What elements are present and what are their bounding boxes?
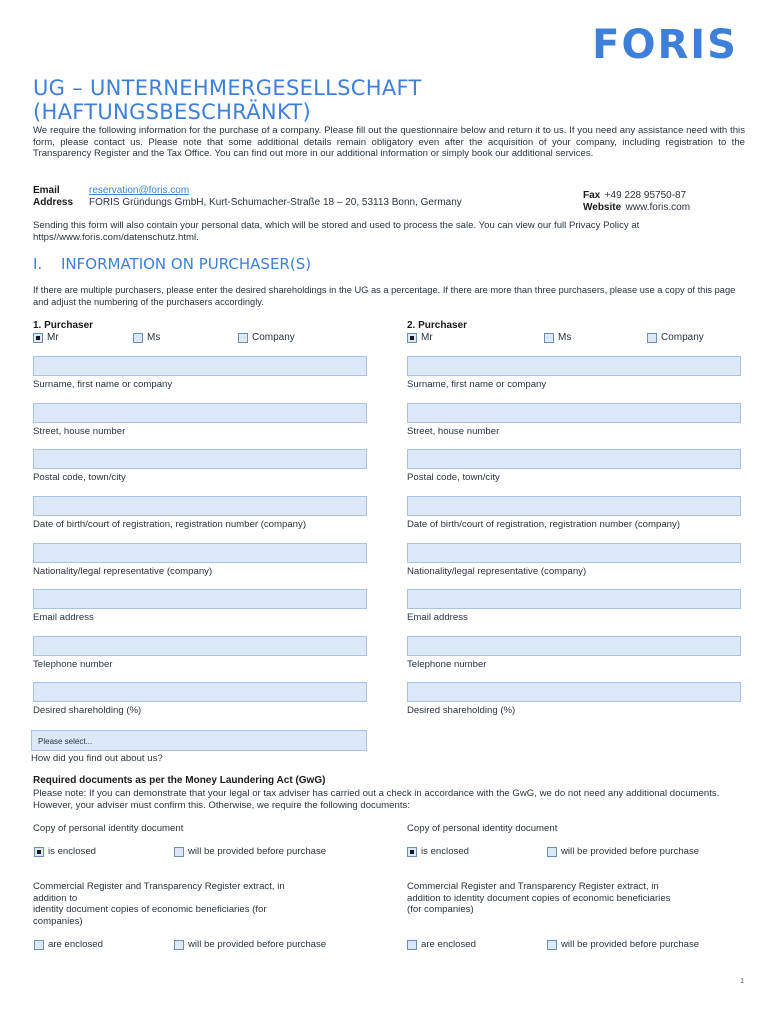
field-label: Postal code, town/city [33, 472, 126, 483]
checkbox[interactable] [544, 333, 554, 343]
purchaser-1-field-group [33, 356, 367, 391]
option-label: will be provided before purchase [561, 939, 700, 950]
register-label-left [33, 881, 353, 927]
purchaser-2-field-group [407, 589, 741, 624]
fax-label: Fax [583, 190, 601, 201]
field-label: Telephone number [407, 659, 487, 670]
purchaser-1-company-option[interactable] [238, 332, 295, 343]
p1-id-provided-option[interactable] [174, 846, 326, 857]
p1-dob-input[interactable] [33, 496, 367, 516]
text-line: addition to identity document copies of economic beneficiaries [407, 892, 671, 904]
p1-street-input[interactable] [33, 403, 367, 423]
checkbox[interactable] [133, 333, 143, 343]
field-label: Date of birth/court of registration, registration number (company) [33, 519, 307, 530]
field-label: Desired shareholding (%) [407, 705, 516, 716]
purchaser-1-field-group [33, 543, 367, 578]
field-label: Nationality/legal representative (company) [33, 566, 213, 577]
purchaser-2-salutation [407, 332, 747, 346]
field-label: Surname, first name or company [407, 379, 547, 390]
purchaser-2-field-group [407, 682, 741, 717]
purchaser-2-field-group [407, 543, 741, 578]
purchaser-2-mr-option[interactable] [407, 332, 433, 343]
purchaser-1-field-group [33, 589, 367, 624]
p1-postal-input[interactable] [33, 449, 367, 469]
field-label: Street, house number [407, 426, 500, 437]
company-label: Company [252, 332, 295, 343]
address-label: Address [33, 197, 74, 208]
field-label: Desired shareholding (%) [33, 705, 142, 716]
checkbox[interactable] [238, 333, 248, 343]
section-heading [33, 255, 311, 273]
purchaser-1-field-group [33, 636, 367, 671]
p1-nationality-input[interactable] [33, 543, 367, 563]
field-label: Telephone number [33, 659, 113, 670]
required-docs-title: Required documents as per the Money Laundering Act (GwG) [33, 775, 326, 786]
website-line [583, 197, 690, 215]
p2-street-input[interactable] [407, 403, 741, 423]
purchaser-2-field-group [407, 403, 741, 438]
purchaser-1-field-group [33, 403, 367, 438]
purchaser-2-company-option[interactable] [647, 332, 704, 343]
mr-label: Mr [47, 332, 59, 343]
register-label-right [407, 881, 747, 916]
option-label: will be provided before purchase [561, 846, 700, 857]
source-label: How did you find out about us? [31, 753, 163, 764]
purchaser-1-ms-option[interactable] [133, 332, 160, 343]
checkbox[interactable] [407, 940, 417, 950]
field-label: Nationality/legal representative (company) [407, 566, 587, 577]
purchaser-1-heading: 1. Purchaser [33, 320, 94, 331]
purchaser-1-field-group [33, 682, 367, 717]
text-line: identity document copies of economic beneficiaries (for [33, 904, 267, 916]
company-label: Company [661, 332, 704, 343]
email-label: Email [33, 185, 60, 196]
title-line-2: (HAFTUNGSBESCHRÄNKT) [33, 100, 312, 124]
purchaser-1-salutation [33, 332, 373, 346]
field-label: Email address [407, 612, 468, 623]
purchaser-2-field-group [407, 449, 741, 484]
option-label: will be provided before purchase [188, 846, 327, 857]
text-line: Commercial Register and Transparency Register extract, in [33, 881, 285, 892]
checkbox[interactable] [34, 940, 44, 950]
section-note: If there are multiple purchasers, please enter the desired shareholdings in the UG as a percentage. If there are more than three purchasers, please use a copy of this page and adjust the numbering of the purchasers accordingly. [33, 285, 736, 307]
purchaser-1-field-group [33, 449, 367, 484]
id-doc-label-right: Copy of personal identity document [407, 823, 558, 834]
required-docs-note: Please note: If you can demonstrate that your legal or tax adviser has carried out a check in accordance with the GwG, we do not need any additional documents. However, your adviser must confirm this. Otherwise, we require the following documents: [33, 788, 720, 811]
option-label: are enclosed [48, 939, 103, 950]
website-value: www.foris.com [625, 202, 691, 213]
text-line: (for companies) [407, 904, 474, 916]
p1-shareholding-input[interactable] [33, 682, 367, 702]
option-label: is enclosed [48, 846, 96, 857]
ms-label: Ms [558, 332, 572, 343]
checkbox-checked[interactable] [407, 333, 417, 343]
purchaser-2-ms-option[interactable] [544, 332, 571, 343]
p1-email-input[interactable] [33, 589, 367, 609]
p2-email-input[interactable] [407, 589, 741, 609]
p2-register-provided-option[interactable] [547, 939, 699, 950]
purchaser-2-field-group [407, 636, 741, 671]
field-label: Surname, first name or company [33, 379, 173, 390]
checkbox-checked[interactable] [34, 847, 44, 857]
source-select[interactable]: Please select... [31, 730, 367, 751]
address-value: FORIS Gründungs GmbH, Kurt-Schumacher-Straße 18 – 20, 53113 Bonn, Germany [89, 197, 462, 208]
intro-text: We require the following information for the purchase of a company. Please fill out the questionnaire below and return it to us. If you need any assistance need with this form, please contact us. Please note that some additional details remain obligatory even after the acquisition of your company, including registration to the Transparency Register and the Tax Office. You can find out more in our additional information or simply book our additional services. [33, 125, 745, 160]
checkbox[interactable] [174, 940, 184, 950]
p2-name-input[interactable] [407, 356, 741, 376]
purchaser-1-mr-option[interactable] [33, 332, 59, 343]
p2-id-enclosed-option[interactable] [407, 846, 469, 857]
p2-dob-input[interactable] [407, 496, 741, 516]
text-line: companies) [33, 915, 83, 927]
p2-shareholding-input[interactable] [407, 682, 741, 702]
p2-postal-input[interactable] [407, 449, 741, 469]
purchaser-2-column [407, 320, 747, 716]
field-label: Street, house number [33, 426, 126, 437]
section-number: I. [33, 255, 43, 273]
purchaser-1-column [33, 320, 373, 716]
email-link[interactable]: reservation@foris.com [89, 185, 190, 196]
p1-id-enclosed-option[interactable] [34, 846, 96, 857]
p2-register-enclosed-option[interactable] [407, 939, 476, 950]
id-doc-label-left: Copy of personal identity document [33, 823, 184, 834]
option-label: are enclosed [421, 939, 476, 950]
checkbox[interactable] [647, 333, 657, 343]
foris-logo: FORIS [592, 22, 738, 68]
p1-telephone-input[interactable] [33, 636, 367, 656]
checkbox-checked[interactable] [33, 333, 43, 343]
fax-value: +49 228 95750-87 [604, 190, 687, 201]
purchaser-1-field-group [33, 496, 367, 531]
checkbox[interactable] [547, 940, 557, 950]
website-label: Website [583, 202, 622, 213]
option-label: will be provided before purchase [188, 939, 327, 950]
mr-label: Mr [421, 332, 433, 343]
field-label: Email address [33, 612, 94, 623]
p1-name-input[interactable] [33, 356, 367, 376]
ms-label: Ms [147, 332, 161, 343]
p2-id-provided-option[interactable] [547, 846, 699, 857]
p2-nationality-input[interactable] [407, 543, 741, 563]
checkbox[interactable] [547, 847, 557, 857]
page-title [33, 76, 422, 124]
purchaser-2-heading: 2. Purchaser [407, 320, 468, 331]
field-label: Date of birth/court of registration, registration number (company) [407, 519, 681, 530]
checkbox-checked[interactable] [407, 847, 417, 857]
privacy-notice: Sending this form will also contain your personal data, which will be stored and used to process the sale. You can view our full Privacy Policy at https//www.foris.com/datenschutz.html. [33, 220, 640, 243]
title-line-1: UG – UNTERNEHMERGESELLSCHAFT [33, 76, 422, 100]
text-line: Commercial Register and Transparency Register extract, in [407, 881, 659, 892]
p2-telephone-input[interactable] [407, 636, 741, 656]
checkbox[interactable] [174, 847, 184, 857]
p1-register-provided-option[interactable] [174, 939, 326, 950]
purchaser-2-field-group [407, 356, 741, 391]
section-title: INFORMATION ON PURCHASER(S) [61, 255, 312, 273]
option-label: is enclosed [421, 846, 469, 857]
p1-register-enclosed-option[interactable] [34, 939, 103, 950]
text-line: addition to [33, 892, 78, 904]
page-number: 1 [740, 978, 744, 985]
purchaser-2-field-group [407, 496, 741, 531]
field-label: Postal code, town/city [407, 472, 500, 483]
